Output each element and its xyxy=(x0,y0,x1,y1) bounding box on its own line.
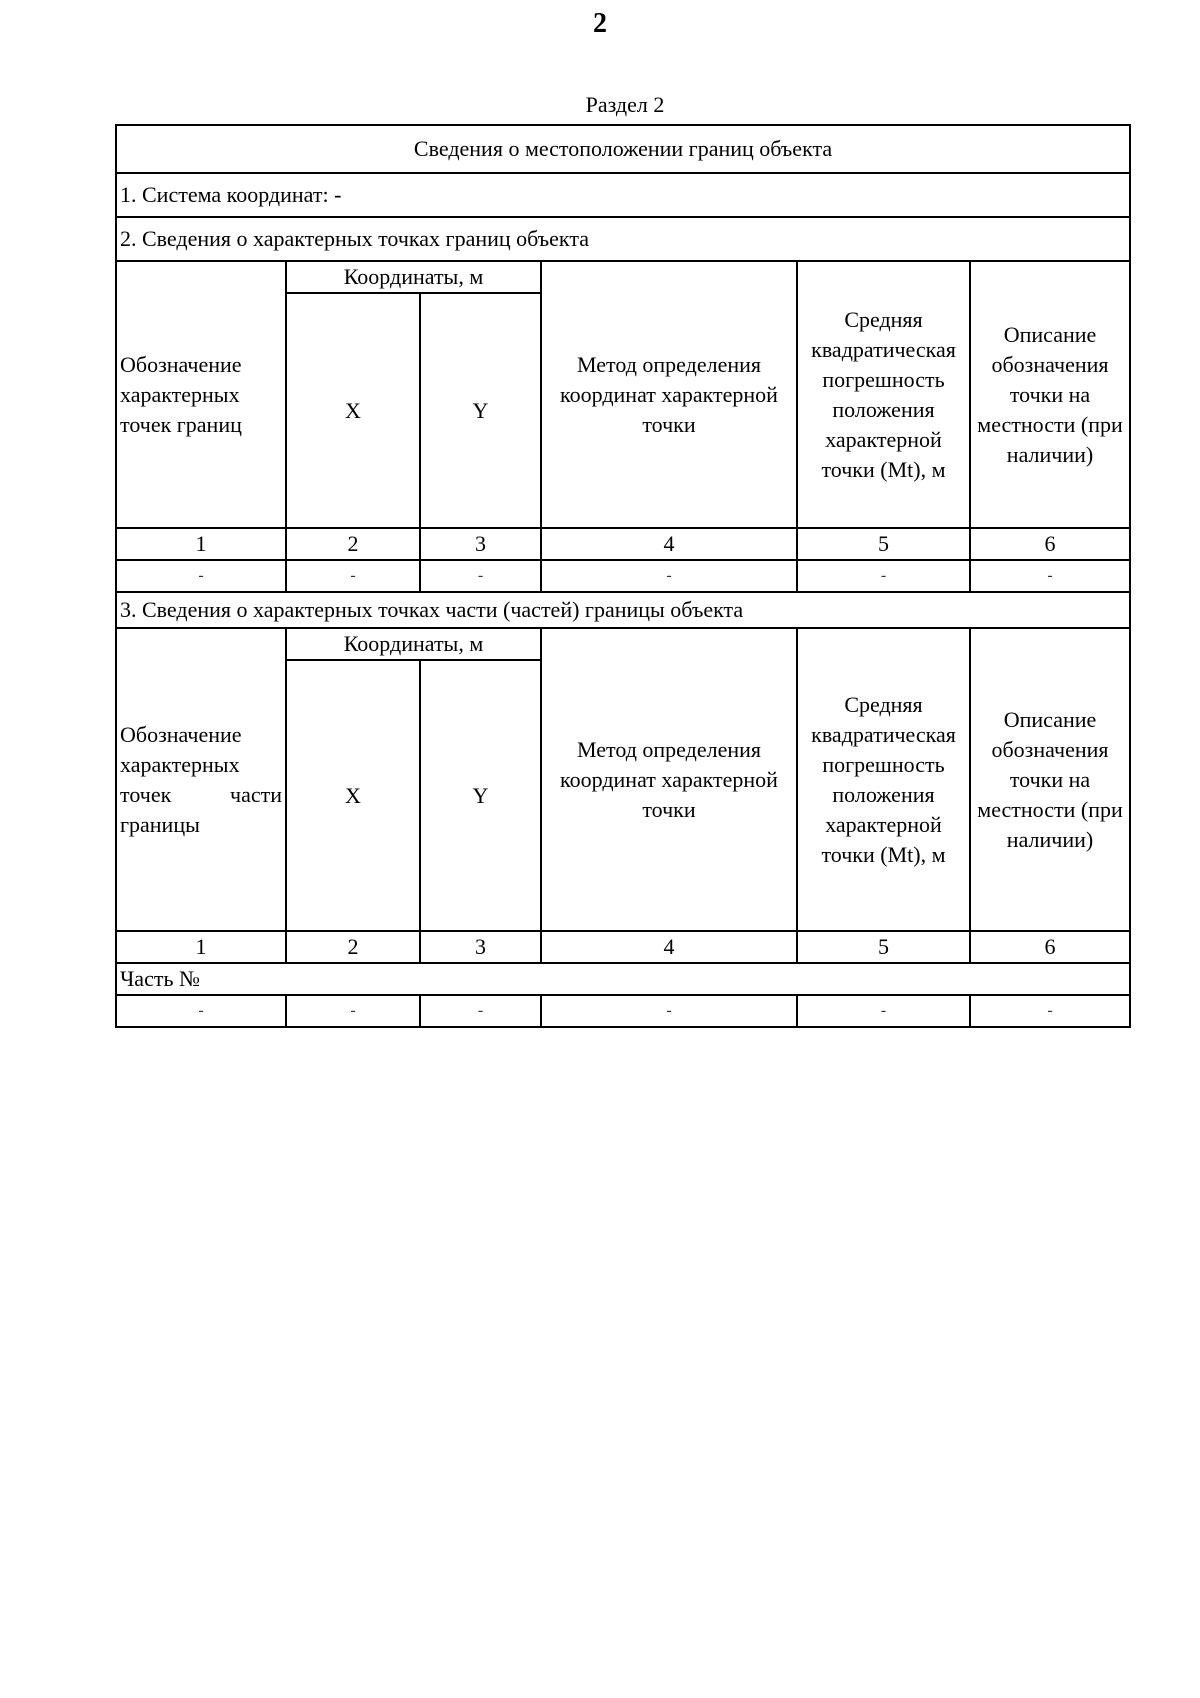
block2-col-y: Y xyxy=(420,660,541,931)
section-title: Раздел 2 xyxy=(585,92,665,117)
block1-cell-value: - xyxy=(420,560,541,592)
block2-heading: 3. Сведения о характерных точках части (частей) границы объекта xyxy=(116,592,1130,628)
table-title: Сведения о местоположении границ объекта xyxy=(116,125,1130,173)
block2-cell-value: - xyxy=(420,995,541,1027)
block1-col-description: Описание обозначения точки на местности (при наличии) xyxy=(970,261,1130,528)
block2-col-number: 5 xyxy=(797,931,970,963)
boundary-table xyxy=(115,124,1131,1028)
block1-coords-header: Координаты, м xyxy=(286,261,541,293)
block1-col-error: Средняя квадратическая погрешность положения характерной точки (Mt), м xyxy=(797,261,970,528)
block2-col-error: Средняя квадратическая погрешность положения характерной точки (Mt), м xyxy=(797,628,970,931)
part-number-label: Часть № xyxy=(116,963,1130,995)
block1-col-number: 6 xyxy=(970,528,1130,560)
block2-col-number: 2 xyxy=(286,931,420,963)
block2-coords-header: Координаты, м xyxy=(286,628,541,660)
block1-col-x: X xyxy=(286,293,420,528)
block1-cell-value: - xyxy=(541,560,797,592)
block1-col-number: 5 xyxy=(797,528,970,560)
block2-col-number: 1 xyxy=(116,931,286,963)
block1-col-number: 2 xyxy=(286,528,420,560)
block1-col-designation: Обозначение характерных точек границ xyxy=(116,261,286,528)
block2-cell-value: - xyxy=(797,995,970,1027)
page-number: 2 xyxy=(593,8,607,39)
block2-col-x: X xyxy=(286,660,420,931)
block2-col-method: Метод определения координат характерной точки xyxy=(541,628,797,931)
block2-col-number: 6 xyxy=(970,931,1130,963)
block2-col-number: 4 xyxy=(541,931,797,963)
block2-cell-value: - xyxy=(541,995,797,1027)
block2-col-designation: Обозначение характерных точек части границы xyxy=(116,628,286,931)
block1-col-number: 1 xyxy=(116,528,286,560)
block1-cell-value: - xyxy=(970,560,1130,592)
block1-heading: 2. Сведения о характерных точках границ объекта xyxy=(116,217,1130,261)
block1-cell-value: - xyxy=(286,560,420,592)
coordinate-system: 1. Система координат: - xyxy=(116,173,1130,217)
block2-cell-value: - xyxy=(116,995,286,1027)
block1-cell-value: - xyxy=(116,560,286,592)
block1-col-method: Метод определения координат характерной точки xyxy=(541,261,797,528)
block2-col-number: 3 xyxy=(420,931,541,963)
block1-cell-value: - xyxy=(797,560,970,592)
block2-cell-value: - xyxy=(286,995,420,1027)
block1-col-number: 4 xyxy=(541,528,797,560)
block2-col-description: Описание обозначения точки на местности (при наличии) xyxy=(970,628,1130,931)
block2-cell-value: - xyxy=(970,995,1130,1027)
block1-col-y: Y xyxy=(420,293,541,528)
block1-col-number: 3 xyxy=(420,528,541,560)
